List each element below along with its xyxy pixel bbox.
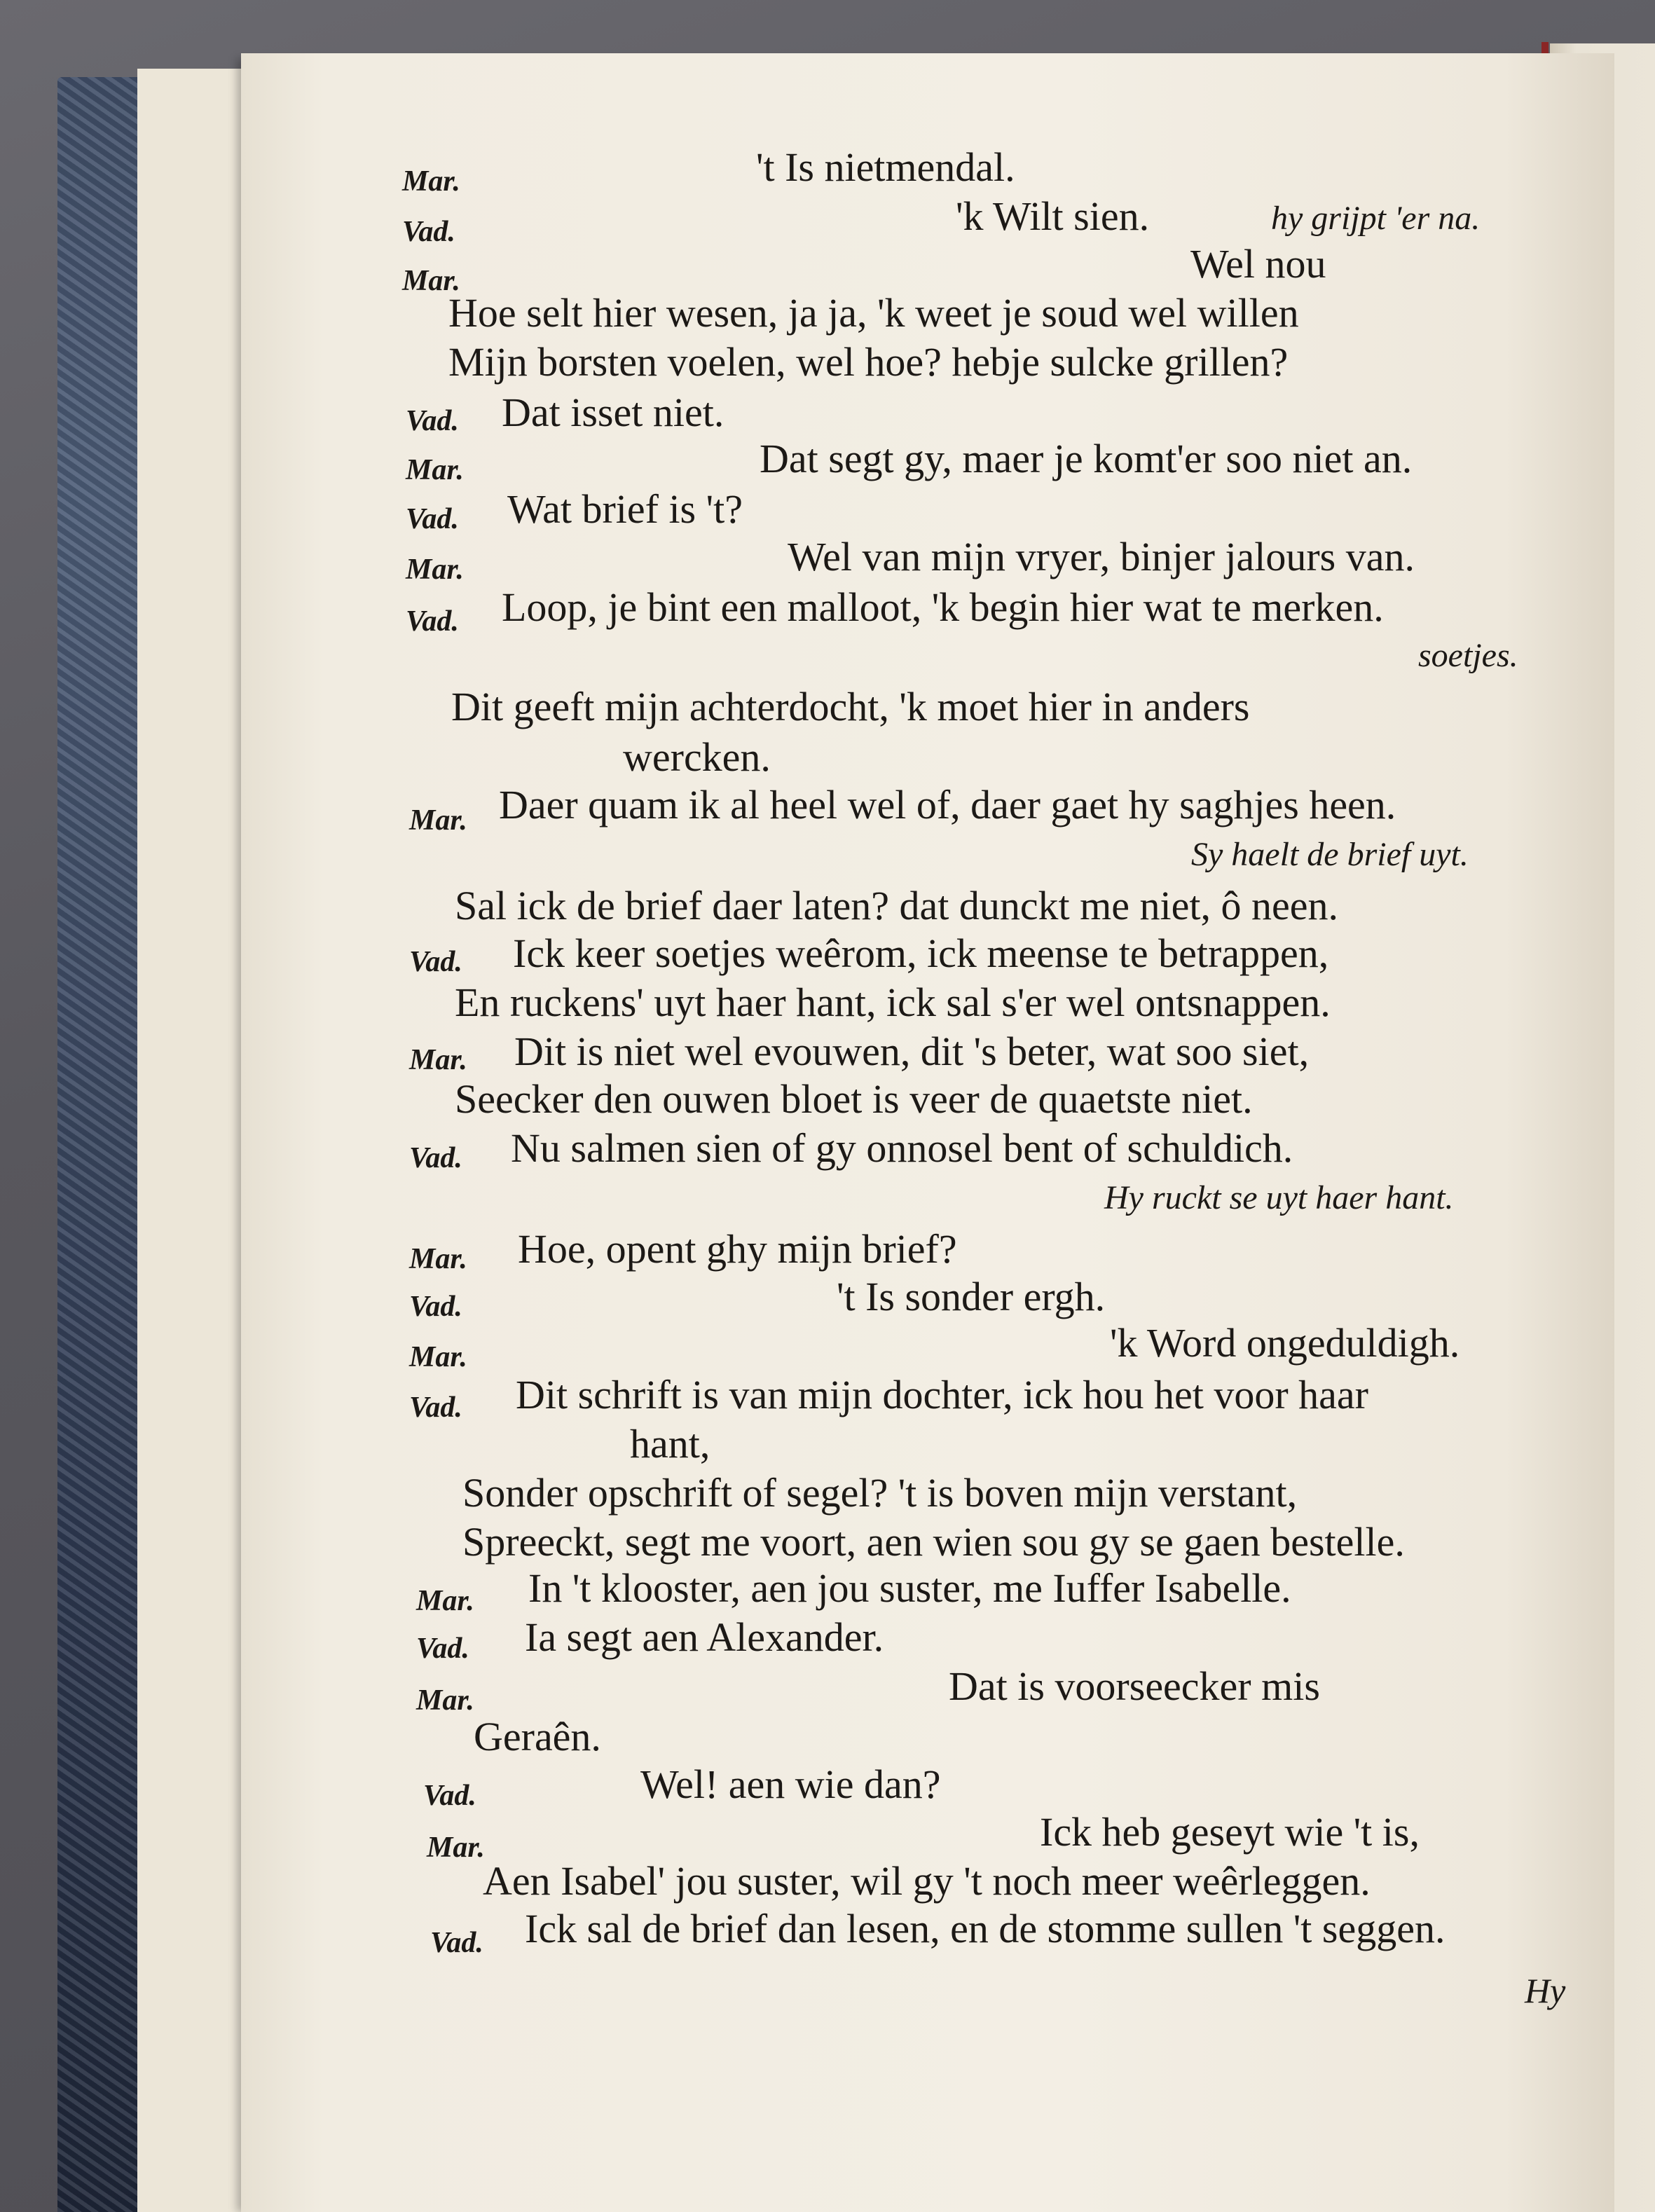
- speaker-label: Mar.: [427, 1832, 485, 1864]
- stage-direction: hy grijpt 'er na.: [1271, 200, 1481, 237]
- verse-line: Ia segt aen Alexander.: [525, 1614, 884, 1660]
- verse-line: 't Is nietmendal.: [756, 144, 1015, 190]
- verse-line: hant,: [630, 1421, 710, 1466]
- stage-direction: soetjes.: [1418, 637, 1518, 674]
- speaker-label: Mar.: [409, 1341, 467, 1373]
- verse-line: Aen Isabel' jou suster, wil gy 't noch meer weêrleggen.: [483, 1858, 1371, 1904]
- verse-line: Sonder opschrift of segel? 't is boven mijn verstant,: [462, 1470, 1298, 1516]
- verse-line: Geraên.: [474, 1714, 601, 1759]
- verse-line: Dit is niet wel evouwen, dit 's beter, wat soo siet,: [514, 1029, 1310, 1074]
- speaker-label: Vad.: [406, 405, 459, 437]
- verse-line: Daer quam ik al heel wel of, daer gaet hy saghjes heen.: [499, 782, 1396, 827]
- speaker-label: Vad.: [406, 503, 459, 535]
- speaker-label: Mar.: [409, 804, 467, 837]
- speaker-label: Mar.: [416, 1585, 474, 1617]
- speaker-label: Vad.: [430, 1927, 483, 1959]
- verse-line: In 't klooster, aen jou suster, me Iuffer Isabelle.: [528, 1565, 1291, 1611]
- speaker-label: Vad.: [406, 605, 459, 638]
- verse-line: Wel! aen wie dan?: [640, 1761, 941, 1807]
- verse-line: Dat segt gy, maer je komt'er soo niet an.: [760, 436, 1413, 481]
- verse-line: Sal ick de brief daer laten? dat dunckt me niet, ô neen.: [455, 883, 1338, 928]
- verse-line: Dat isset niet.: [502, 390, 725, 435]
- verse-line: Wat brief is 't?: [507, 486, 743, 532]
- verse-line: Dit schrift is van mijn dochter, ick hou het voor haar: [516, 1372, 1368, 1417]
- speaker-label: Mar.: [402, 165, 460, 198]
- verse-line: Seecker den ouwen bloet is veer de quaetste niet.: [455, 1076, 1253, 1122]
- speaker-label: Mar.: [402, 265, 460, 297]
- verse-line: Hoe, opent ghy mijn brief?: [518, 1226, 957, 1272]
- verse-line: 'k Wilt sien.: [956, 193, 1150, 239]
- verse-line: Loop, je bint een malloot, 'k begin hier wat te merken.: [502, 584, 1384, 630]
- verse-line: Ick heb geseyt wie 't is,: [1040, 1809, 1420, 1855]
- flyleaf: [137, 69, 249, 2212]
- verse-line: En ruckens' uyt haer hant, ick sal s'er wel ontsnappen.: [455, 980, 1331, 1025]
- speaker-label: Vad.: [416, 1633, 469, 1665]
- verse-line: Dat is voorseecker mis: [949, 1663, 1320, 1709]
- verse-line: Hoe selt hier wesen, ja ja, 'k weet je soud wel willen: [448, 290, 1299, 336]
- speaker-label: Vad.: [409, 946, 462, 978]
- speaker-label: Mar.: [406, 554, 464, 586]
- speaker-label: Vad.: [409, 1291, 462, 1323]
- verse-line: Dit geeft mijn achterdocht, 'k moet hier in anders: [451, 684, 1250, 729]
- book-page: [241, 53, 1614, 2212]
- speaker-label: Mar.: [409, 1044, 467, 1076]
- verse-line: Mijn borsten voelen, wel hoe? hebje sulcke grillen?: [448, 339, 1289, 385]
- speaker-label: Vad.: [423, 1780, 476, 1812]
- verse-line: wercken.: [623, 734, 771, 780]
- speaker-label: Mar.: [416, 1684, 474, 1717]
- speaker-label: Vad.: [409, 1392, 462, 1424]
- stage-direction: Hy ruckt se uyt haer hant.: [1104, 1179, 1454, 1216]
- speaker-label: Mar.: [409, 1243, 467, 1275]
- catchword: Hy: [1525, 1971, 1566, 2010]
- verse-line: Wel van mijn vryer, binjer jalours van.: [788, 534, 1415, 579]
- verse-line: 't Is sonder ergh.: [837, 1274, 1106, 1319]
- speaker-label: Vad.: [402, 216, 455, 248]
- verse-line: Ick sal de brief dan lesen, en de stomme sullen 't seggen.: [525, 1906, 1445, 1951]
- verse-line: Spreeckt, segt me voort, aen wien sou gy se gaen bestelle.: [462, 1519, 1405, 1565]
- stage-direction: Sy haelt de brief uyt.: [1191, 836, 1469, 873]
- verse-line: 'k Word ongeduldigh.: [1110, 1320, 1460, 1366]
- speaker-label: Vad.: [409, 1142, 462, 1174]
- verse-line: Wel nou: [1190, 241, 1326, 287]
- verse-line: Nu salmen sien of gy onnosel bent of schuldich.: [511, 1125, 1293, 1171]
- speaker-label: Mar.: [406, 454, 464, 486]
- verse-line: Ick keer soetjes weêrom, ick meense te betrappen,: [513, 930, 1329, 976]
